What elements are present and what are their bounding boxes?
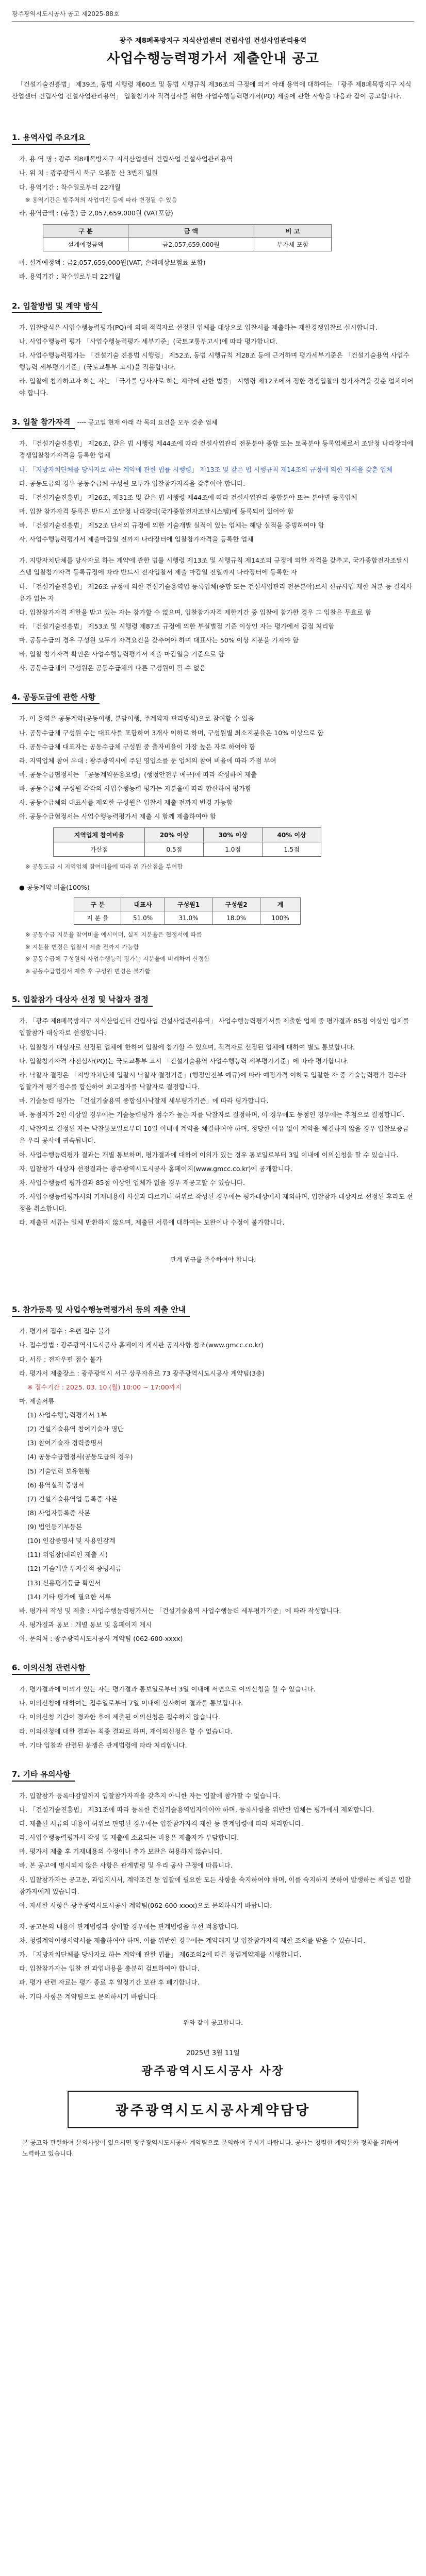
section-6-title: 5. 참가등록 및 사업수행능력평가서 등의 제출 안내 <box>12 1304 190 1317</box>
table-row <box>54 842 321 857</box>
sec5-item: 아. 사업수행능력평가 결과는 개별 통보하며, 평가결과에 대하여 이의가 있는 경우 통보일로부터 3일 이내에 이의신청을 할 수 있습니다. <box>19 1150 399 1159</box>
sec2-item: 라. 입찰에 참가하고자 하는 자는 「국가를 당사자로 하는 계약에 관한 법률」 시행령 제12조에서 정한 경쟁입찰의 참가자격을 갖춘 업체이어야 합니다. <box>19 377 414 397</box>
sec8-item: 마. 평가서 제출 후 기재내용의 수정이나 추가 보완은 허용하지 않습니다. <box>19 1848 222 1856</box>
section-8-title: 7. 기타 유의사항 <box>12 1769 75 1782</box>
sec4b-item: ※ 공동수급 지분율 참여비율 예시이며, 실제 지분율은 협정서에 따름 <box>25 931 202 939</box>
sec5-item: 다. 입찰참가자격 사전심사(PQ)는 국토교통부 고시 「건설기술용역 사업수행능력 세부평가기준」에 따라 평가합니다. <box>19 1057 349 1065</box>
table-header: 구 분 <box>43 225 128 238</box>
section-4 <box>12 676 414 976</box>
table-header: 20% 이상 <box>145 828 204 842</box>
sec8-item: 라. 사업수행능력평가서 작성 및 제출에 소요되는 비용은 제출자가 부담합니다. <box>19 1834 239 1842</box>
sec7-item: 다. 이의신청 기간이 경과한 후에 제출된 이의신청은 접수하지 않습니다. <box>19 1713 220 1721</box>
table-header: 구성원1 <box>165 898 212 911</box>
sec2-item: 나. 사업수행능력 평가 「사업수행능력평가 세부기준」(국토교통부고시)에 따라 평가합니다. <box>19 337 278 345</box>
table-header: 구 분 <box>74 898 121 911</box>
sec3b-item: 나. 「건설기술진흥법」 제26조 규정에 의한 건설기술용역업 등록업체(종합 또는 건설사업관리 전문분야)로서 신규사업 제한 처분 등 결격사유가 없는 자 <box>19 582 413 602</box>
section-3 <box>12 401 414 674</box>
section-4-title: 4. 공동도급에 관한 사항 <box>12 691 100 704</box>
sec3b-item: 가. 지방자치단체를 당사자로 하는 계약에 관한 법률 시행령 제13조 및 시행규칙 제14조의 규정에 의한 자격을 갖추고, 국가종합전자조달시스템 입찰참가자격 등록규정에 따라 반드시 전자입찰서 제출 마감일 전일까지 나라장터에 등록한 자 <box>19 556 409 577</box>
table-header: 비 고 <box>254 225 331 238</box>
footer-note: 본 공고와 관련하여 문의사항이 있으시면 광주광역시도시공사 계약팀으로 문의하여 주시기 바랍니다. 공사는 청렴한 계약문화 정착을 위하여 노력하고 있습니다. <box>22 2139 399 2158</box>
sec4-item: 바. 공동수급체 구성원 각각의 사업수행능력 평가는 지분율에 따라 합산하여 평가함 <box>19 785 252 793</box>
sec7-item: 가. 평가결과에 이의가 있는 자는 평가결과 통보일로부터 3일 이내에 서면으로 이의신청을 할 수 있습니다. <box>19 1685 316 1693</box>
sec6-doc: (5) 기술인력 보유현황 <box>27 1467 91 1475</box>
table-cell: 1.5점 <box>263 842 321 857</box>
sec3b-item: 사. 공동수급체의 구성원은 공동수급체의 다른 구성원이 될 수 없음 <box>19 664 206 672</box>
sec4b-item: ※ 공동수급체 구성원의 사업수행능력 평가는 지분율에 비례하여 산정함 <box>25 955 210 963</box>
organization-box-name: 광주광역시도시공사계약담당 <box>115 2103 311 2119</box>
table-header: 40% 이상 <box>263 828 321 842</box>
table-header: 금 액 <box>128 225 254 238</box>
sec6-doc: (7) 건설기술용역업 등록증 사본 <box>27 1495 118 1503</box>
sec6-doc: (10) 인감증명서 및 사용인감계 <box>27 1537 116 1545</box>
table-header: 구성원2 <box>212 898 260 911</box>
sec3b-item: 다. 입찰참가자격 제한을 받고 있는 자는 참가할 수 없으며, 입찰참가자격 제한기간 중 입찰에 참가한 경우 그 입찰은 무효로 함 <box>19 608 372 616</box>
table-header: 계 <box>260 898 300 911</box>
section-7 <box>12 1647 414 1751</box>
sec6-doc: (11) 위임장(대리인 제출 시) <box>27 1551 108 1559</box>
sec3-item: 다. 공동도급의 경우 공동수급체 구성원 모두가 입찰참가자격을 갖추어야 합니다. <box>19 479 245 487</box>
sec1-item: 나. 위 치 : 광주광역시 북구 오룡동 산 3번지 일원 <box>19 169 158 177</box>
sec5-item: 바. 동점자가 2인 이상일 경우에는 기술능력평가 점수가 높은 자를 낙찰자로 결정하며, 이 경우에도 동점인 경우에는 추첨으로 결정합니다. <box>19 1111 405 1119</box>
sec3-item: 사. 사업수행능력평가서 제출마감일 전까지 나라장터에 입찰참가자격을 등록한 업체 <box>19 535 254 544</box>
sec4-item: 사. 공동수급체의 대표사를 제외한 구성원은 입찰서 제출 전까지 변경 가능함 <box>19 799 233 807</box>
sec3-subtitle: ---- 공고일 현재 아래 각 목의 요건을 모두 갖춘 업체 <box>77 419 218 427</box>
table-cell: 지 분 율 <box>74 911 121 925</box>
sec4-item: 마. 공동수급협정서는 「공동계약운용요령」(행정안전부 예규)에 따라 작성하여 제출 <box>19 770 257 778</box>
sec3-item: 마. 입찰 참가자격 등록은 반드시 조달청 나라장터(국가종합전자조달시스템)에 등록되어 있어야 함 <box>19 507 294 515</box>
table-cell: 31.0% <box>165 911 212 925</box>
sec4b-item: ※ 지분율 변경은 입찰서 제출 전까지 가능함 <box>25 943 139 951</box>
sec1-item: 바. 용역기간 : 착수일로부터 22개월 <box>19 273 121 281</box>
sec1-item: 다. 용역기간 : 착수일로부터 22개월 <box>19 183 121 191</box>
sec5-item: 사. 낙찰자로 결정된 자는 낙찰통보일로부터 10일 이내에 계약을 체결하여야 하며, 정당한 이유 없이 계약을 체결하지 않을 경우 입찰보증금은 우리 공사에 귀속됩니다. <box>19 1125 409 1145</box>
sec6-item: 가. 평가서 접수 : 우편 접수 불가 <box>19 1327 110 1335</box>
sec8-item: 아. 자세한 사항은 광주광역시도시공사 계약팀(062-600-xxxx)으로 문의하시기 바랍니다. <box>19 1901 272 1909</box>
sec7-item: 나. 이의신청에 대하여는 접수일로부터 7일 이내에 심사하여 결과를 통보합니다. <box>19 1699 243 1707</box>
lead-paragraph: 「건설기술진흥법」 제39조, 동법 시행령 제60조 및 동법 시행규칙 제36조의 규정에 의거 아래 용역에 대하여는 「광주 제8폐목방지구 지식산업센터 건립사업 건설사업관리용역」 입찰참가자 적격심사를 위한 사업수행능력평가서(PQ) 제출에 관한 사항을 다음과 같이 공고합니다. <box>12 80 412 100</box>
mid-note: 관계 법규를 준수하여야 합니다. <box>170 1256 256 1264</box>
sec3b-item: 마. 공동수급의 경우 구성원 모두가 자격요건을 갖추어야 하며 대표사는 50% 이상 지분을 가져야 함 <box>19 636 299 645</box>
sec6-doc: (6) 용역실적 증명서 <box>27 1481 85 1489</box>
table-header: 대표사 <box>121 898 165 911</box>
section-3-title-text: 3. 입찰 참가자격 <box>12 417 71 427</box>
sec8-item: 차. 청렴계약이행서약서를 제출하여야 하며, 이를 위반한 경우에는 계약해지 및 입찰참가자격 제한 조치를 받을 수 있습니다. <box>19 1937 366 1945</box>
sec6-doc: (14) 기타 평가에 필요한 서류 <box>27 1592 111 1601</box>
sec5-item: 라. 낙찰자 결정은 「지방자치단체 입찰시 낙찰자 결정기준」(행정안전부 예규)에 따라 예정가격 이하로 입찰한 자 중 기술능력평가 점수와 입찰가격 평가점수를 합산하여 최고점자를 낙찰자로 결정합니다. <box>19 1071 406 1091</box>
sec6-doc: (3) 참여기술자 경력증명서 <box>27 1439 103 1447</box>
sec8-item: 카. 「지방자치단체를 당사자로 하는 계약에 관한 법률」 제6조의2에 따른 청렴계약제를 시행합니다. <box>19 1951 302 1959</box>
table-cell: 부가세 포함 <box>254 238 331 251</box>
section-2-title: 2. 입찰방법 및 계약 방식 <box>12 300 102 313</box>
sec6-doc: (8) 사업자등록증 사본 <box>27 1509 91 1517</box>
sec8-item: 다. 제출된 서류의 내용이 허위로 판명된 경우에는 입찰참가자격 제한 등 관계법령에 따라 처리합니다. <box>19 1820 303 1828</box>
sec3-item: 가. 「건설기술진흥법」 제26조, 같은 법 시행령 제44조에 따라 건설사업관리 전문분야 종합 또는 토목분야 등록업체로서 조달청 나라장터에 경쟁입찰참가자격을 등록한 업체 <box>19 439 414 460</box>
sec8-item: 나. 「건설기술진흥법」 제31조에 따라 등록한 건설기술용역업자이어야 하며, 등록사항을 위반한 업체는 평가에서 제외합니다. <box>19 1805 374 1814</box>
sec4-item: 다. 공동수급체 대표자는 공동수급체 구성원 중 출자비율이 가장 높은 자로 하여야 함 <box>19 742 256 751</box>
sec5-item: 마. 기술능력 평가는 「건설기술용역 종합심사낙찰제 세부평가기준」에 따라 평가합니다. <box>19 1097 269 1105</box>
table-row <box>74 911 301 925</box>
sec4-table <box>53 827 321 857</box>
table-header: 30% 이상 <box>204 828 263 842</box>
sec8-item: 파. 평가 관련 자료는 평가 종료 후 일정기간 보관 후 폐기합니다. <box>19 1978 200 1987</box>
title-box <box>12 35 414 67</box>
section-8 <box>12 1753 414 2003</box>
sec6-item: 나. 접수방법 : 광주광역시도시공사 홈페이지 게시판 공지사항 참조(www.gmcc.co.kr) <box>19 1341 264 1349</box>
sec1-item: 마. 설계예정액 : 금2,057,659,000원(VAT, 손해배상보험료 포함) <box>19 259 206 267</box>
table-cell: 0.5점 <box>145 842 204 857</box>
sec8-item: 하. 기타 사항은 계약팀으로 문의하시기 바랍니다. <box>19 1992 158 2001</box>
table-cell: 금2,057,659,000원 <box>128 238 254 251</box>
sec6-item: 사. 평가결과 통보 : 개별 통보 및 홈페이지 게시 <box>19 1620 152 1629</box>
sec6-doc: (12) 기술개발 투자실적 증빙서류 <box>27 1565 122 1573</box>
sec5b-item: 카. 사업수행능력평가서의 기재내용이 사실과 다르거나 허위로 작성된 경우에는 평가대상에서 제외하며, 입찰참가 대상자로 선정된 후라도 선정을 취소합니다. <box>19 1192 413 1213</box>
sec1-item: 가. 용 역 명 : 광주 제8폐목방지구 지식산업센터 건립사업 건설사업관리용역 <box>19 155 233 163</box>
section-7-title: 6. 이의신청 관련사항 <box>12 1662 90 1675</box>
sec6-doc: (4) 공동수급협정서(공동도급의 경우) <box>27 1453 133 1461</box>
sec3b-item: 바. 입찰 참가자격 확인은 사업수행능력평가서 제출 마감일을 기준으로 함 <box>19 650 225 658</box>
sec6-doc: (9) 법인등기부등본 <box>27 1523 83 1531</box>
end-note: 위와 같이 공고합니다. <box>183 2019 243 2026</box>
sec6-doc: (2) 건설기술용역 참여기술자 명단 <box>27 1425 124 1433</box>
sec8-item: 사. 입찰참가자는 공고문, 과업지시서, 계약조건 등 입찰에 필요한 모든 사항을 숙지하여야 하며, 이를 숙지하지 못하여 발생하는 책임은 입찰참가자에게 있습니다. <box>19 1875 411 1895</box>
sec8-item: 타. 입찰참가자는 입찰 전 과업내용을 충분히 검토하여야 합니다. <box>19 1964 200 1973</box>
sec5-item: 자. 입찰참가 대상자 선정결과는 광주광역시도시공사 홈페이지(www.gmcc.co.kr)에 공개합니다. <box>19 1164 292 1173</box>
page <box>12 0 414 2160</box>
section-2 <box>12 285 414 399</box>
sec1-note: ※ 용역기간은 발주처의 사업여건 등에 따라 변경될 수 있음 <box>25 196 177 204</box>
sec2-item: 다. 사업수행능력평가는 「건설기술 진흥법 시행령」 제52조, 동법 시행규칙 제28조 등에 근거하며 평가세부기준은 「건설기술용역 사업수행능력 세부평가기준」(국토교통부 고시)을 적용합니다. <box>19 351 409 371</box>
sec6-doc: (1) 사업수행능력평가서 1부 <box>27 1411 107 1419</box>
sec5-item: 나. 입찰참가 대상자로 선정된 업체에 한하여 입찰에 참가할 수 있으며, 적격자로 선정된 업체에 대하여 별도 통보합니다. <box>19 1043 355 1051</box>
sec6-item: 다. 서류 : 전자우편 접수 불가 <box>19 1355 102 1363</box>
sec6-item: 라. 평가서 제출장소 : 광주광역시 서구 상무자유로 73 광주광역시도시공사 계약팀(3층) <box>19 1369 265 1377</box>
sec3-item: 나. 「지방자치단체를 당사자로 하는 계약에 관한 법률 시행령」 제13조 및 같은 법 시행규칙 제14조의 규정에 의한 자격을 갖춘 업체 <box>19 465 392 473</box>
sec4-item: 가. 이 용역은 공동계약(공동이행, 분담이행, 주계약자 관리방식)으로 참여할 수 있음 <box>19 715 254 723</box>
title-sub: 광주 제8폐목방지구 지식산업센터 건립사업 건설사업관리용역 <box>119 37 307 45</box>
sec3-item: 라. 「건설기술진흥법」 제26조, 제31조 및 같은 법 시행령 제44조에 따라 건설사업관리 종합분야 또는 분야별 등록업체 <box>19 493 357 501</box>
sec7-item: 라. 이의신청에 대한 결과는 최종 결과로 하며, 재이의신청은 할 수 없습니다. <box>19 1727 233 1735</box>
sec5b-item: 타. 제출된 서류는 일체 반환하지 않으며, 제출된 서류에 대하여는 보완이나 수정이 불가합니다. <box>19 1218 285 1227</box>
table-row <box>43 238 332 251</box>
title-main: 사업수행능력평가서 제출안내 공고 <box>107 51 319 66</box>
sec1-cost: 라. 용역금액 : (총괄) 금 2,057,659,000원 (VAT포함) <box>19 209 173 217</box>
section-1-title: 1. 용역사업 주요개요 <box>12 132 90 145</box>
sec6-item: 아. 문의처 : 광주광역시도시공사 계약팀 (062-600-xxxx) <box>19 1635 183 1643</box>
sec6-item: 바. 평가서 작성 및 제출 : 사업수행능력평가서는 「건설기술용역 사업수행능력 세부평가기준」에 따라 작성합니다. <box>19 1606 341 1615</box>
notice-date: 2025년 3월 11일 <box>186 2049 240 2057</box>
sec2-item: 가. 입찰방식은 사업수행능력평가(PQ)에 의해 적격자로 선정된 업체를 대상으로 입찰서를 제출하는 제한경쟁입찰로 실시합니다. <box>19 323 378 331</box>
issuing-organization: 광주광역시도시공사 사장 <box>141 2064 285 2078</box>
sec4-note: ※ 공동도급 시 지역업체 참여비율에 따라 위 가산점을 부여함 <box>25 863 183 871</box>
section-1 <box>12 116 414 282</box>
organization-box <box>68 2091 358 2128</box>
sec7-item: 마. 기타 입찰과 관련된 분쟁은 관계법령에 따라 처리합니다. <box>19 1741 187 1749</box>
sec4-item: 나. 공동수급체 구성원 수는 대표사를 포함하여 3개사 이하로 하며, 구성원별 최소지분율은 10% 이상으로 함 <box>19 728 324 737</box>
table-cell: 설계예정금액 <box>43 238 128 251</box>
table-cell: 100% <box>260 911 300 925</box>
sec4-item: 라. 지역업체 참여 우대 : 광주광역시에 주된 영업소를 둔 업체의 참여 비율에 따라 가점 부여 <box>19 756 276 765</box>
section-3-title <box>12 416 75 429</box>
sec1-table <box>43 224 332 251</box>
table-cell: 51.0% <box>121 911 165 925</box>
table-cell: 가산점 <box>54 842 145 857</box>
section-6 <box>12 1289 414 1645</box>
sec6-item: ※ 접수기간 : 2025. 03. 10.(월) 10:00 ~ 17:00까지 <box>27 1383 182 1391</box>
sec3b-item: 라. 「건설기술진흥법」 제53조 및 시행령 제87조 규정에 의한 부실벌점 기준 이상인 자는 평가에서 감점 처리함 <box>19 622 335 630</box>
sec3-item: 바. 「건설기술진흥법」 제52조 단서의 규정에 의한 기술개발 실적이 있는 업체는 해당 실적을 증빙하여야 함 <box>19 521 324 530</box>
sec8-item: 바. 본 공고에 명시되지 않은 사항은 관계법령 및 우리 공사 규정에 따릅니다. <box>19 1861 233 1870</box>
sec8-item: 자. 공고문의 내용이 관계법령과 상이할 경우에는 관계법령을 우선 적용합니다. <box>19 1922 239 1930</box>
sec6-subtitle: 마. 제출서류 <box>19 1397 55 1405</box>
section-5-title: 5. 입찰참가 대상자 선정 및 낙찰자 결정 <box>12 994 153 1007</box>
table-cell: 1.0점 <box>204 842 263 857</box>
sec5-item: 차. 사업수행능력 평가결과 85점 이상인 업체가 없을 경우 재공고할 수 있습니다. <box>19 1178 245 1187</box>
sec4b-item: ※ 공동수급협정서 제출 후 구성원 변경은 불가함 <box>25 967 151 975</box>
section-5 <box>12 978 414 1289</box>
notice-number: 광주광역시도시공사 공고 제2025-88호 <box>12 9 414 22</box>
table-cell: 18.0% <box>212 911 260 925</box>
sec8-item: 가. 입찰참가 등록마감일까지 입찰참가자격을 갖추지 아니한 자는 입찰에 참가할 수 없습니다. <box>19 1791 281 1800</box>
sec4b-table <box>74 897 301 925</box>
sec4b-label: ● 공동계약 비율(100%) <box>19 883 90 891</box>
sec6-doc: (13) 신용평가등급 확인서 <box>27 1579 101 1587</box>
table-header: 지역업체 참여비율 <box>54 828 145 842</box>
sec4-item: 아. 공동수급협정서는 사업수행능력평가서 제출 시 함께 제출하여야 함 <box>19 812 216 821</box>
sec5-item: 가. 「광주 제8폐목방지구 지식산업센터 건립사업 건설사업관리용역」 사업수행능력평가서를 제출한 업체 중 평가결과 85점 이상인 업체를 입찰참가 대상자로 선정합니다. <box>19 1017 409 1037</box>
